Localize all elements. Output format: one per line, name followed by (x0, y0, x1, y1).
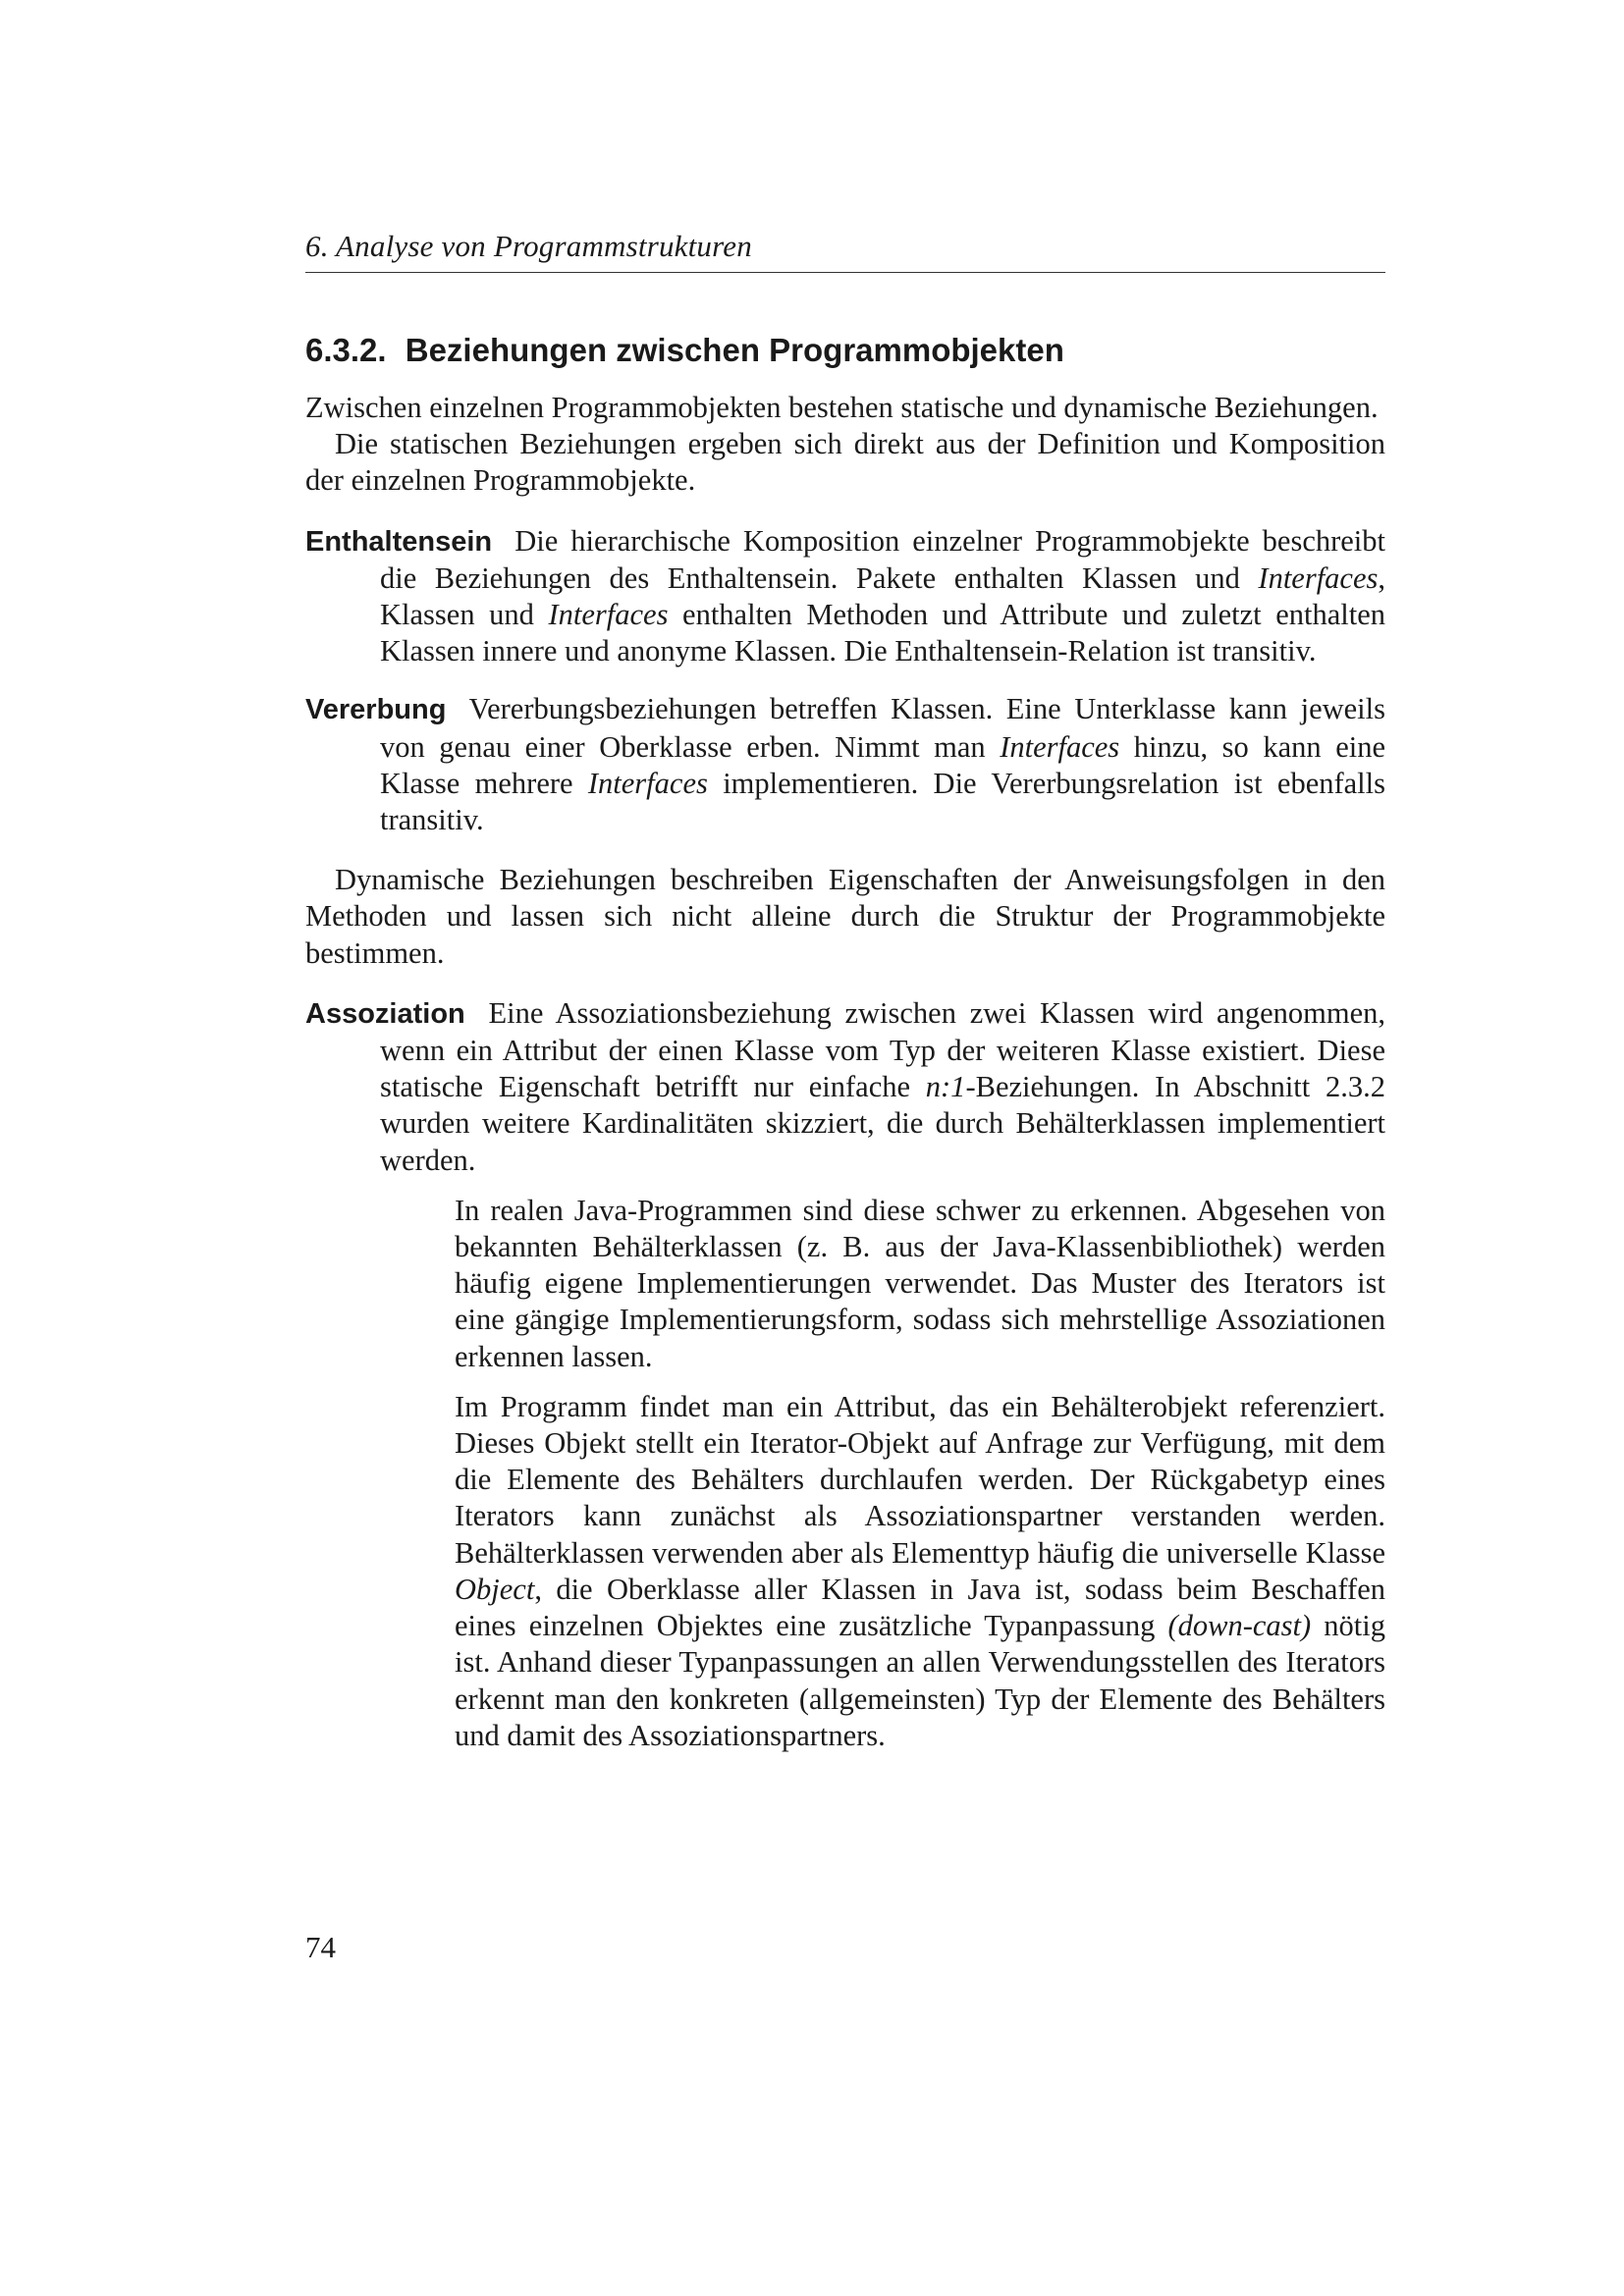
paragraph-intro: Zwischen einzelnen Programmobjekten bestehen statische und dynamische Beziehungen. (305, 391, 1379, 424)
definition-text: Vererbungsbeziehungen betreffen Klassen. Eine Unterklasse kann jeweils von genau einer Oberklasse erben. Nimmt man Interfaces hinzu, so kann eine Klasse mehrere Interfaces implementieren. Die Vererbungsrelation ist ebenfalls transitiv. (380, 692, 1386, 837)
definition-text: Die hierarchische Komposition einzelner Programmobjekte beschreibt die Beziehungen des Enthaltensein. Pakete enthalten Klassen und Interfaces, Klassen und Interfaces enthalten Methoden und Attribute und zuletzt enthalten Klassen innere und anonyme Klassen. Die Enthaltensein-Relation ist transitiv. (380, 523, 1385, 668)
dynamic-relations-list (305, 995, 1385, 1754)
section-title: Beziehungen zwischen Programmobjekten (405, 332, 1064, 368)
definition-term: Enthaltensein (305, 525, 493, 558)
definition-assoziation (305, 995, 1385, 1754)
paragraph-static: Die statischen Beziehungen ergeben sich direkt aus der Definition und Komposition der einzelnen Programmobjekte. (305, 427, 1385, 498)
emphasis-down-cast: (down-cast) (1167, 1609, 1312, 1643)
emphasis-interfaces: Interfaces (587, 766, 708, 800)
page-number: 74 (305, 1930, 336, 1964)
definition-vererbung (305, 691, 1385, 838)
definition-enthaltensein (305, 523, 1385, 670)
running-header: 6. Analyse von Programmstrukturen (305, 229, 1385, 273)
definition-term: Assoziation (305, 997, 465, 1030)
definition-text: Eine Assoziationsbeziehung zwischen zwei Klassen wird angenommen, wenn ein Attribut der einen Klasse vom Typ der weiteren Klasse existiert. Diese statische Eigenschaft betrifft nur einfache n:1-Beziehungen. In Abschnitt 2.3.2 wurden weitere Kardinalitäten skizziert, die durch Behälterklassen implementiert werden. (380, 995, 1385, 1177)
paragraph-dynamic: Dynamische Beziehungen beschreiben Eigenschaften der Anweisungsfolgen in den Methoden und lassen sich nicht alleine durch die Struktur der Programmobjekte bestimmen. (305, 863, 1385, 970)
emphasis-object: Object (455, 1572, 535, 1606)
emphasis-cardinality: n:1 (925, 1070, 966, 1104)
page-content (305, 329, 1385, 1776)
definition-subparagraph: In realen Java-Programmen sind diese schwer zu erkennen. Abgesehen von bekannten Behälterklassen (z. B. aus der Java-Klassenbibliothek) werden häufig eigene Implementierungen verwendet. Das Muster des Iterators ist eine gängige Implementierungsform, sodass sich mehrstellige Assoziationen erkennen lassen. (455, 1193, 1385, 1373)
definition-term: Vererbung (305, 694, 447, 726)
section-heading (305, 329, 1385, 372)
emphasis-interfaces: Interfaces (1258, 561, 1379, 595)
emphasis-interfaces: Interfaces (1000, 729, 1120, 764)
definition-subparagraph: Im Programm findet man ein Attribut, das ein Behälterobjekt referenziert. Dieses Objekt stellt ein Iterator-Objekt auf Anfrage zur Verfügung, mit dem die Elemente des Behälters durchlaufen werden. Der Rückgabetyp eines Iterators kann zunächst als Assoziationspartner verstanden werden. Behälterklassen verwenden aber als Elementtyp häufig die universelle Klasse Object, die Oberklasse aller Klassen in Java ist, sodass beim Beschaffen eines einzelnen Objektes eine zusätzliche Typanpassung (down-cast) nötig ist. Anhand dieser Typanpassungen an allen Verwendungsstellen des Iterators erkennt man den konkreten (allgemeinsten) Typ der Elemente des Behälters und damit des Assoziationspartners. (455, 1389, 1385, 1752)
emphasis-interfaces: Interfaces (548, 598, 669, 632)
static-relations-list (305, 523, 1385, 839)
section-number: 6.3.2. (305, 332, 387, 368)
